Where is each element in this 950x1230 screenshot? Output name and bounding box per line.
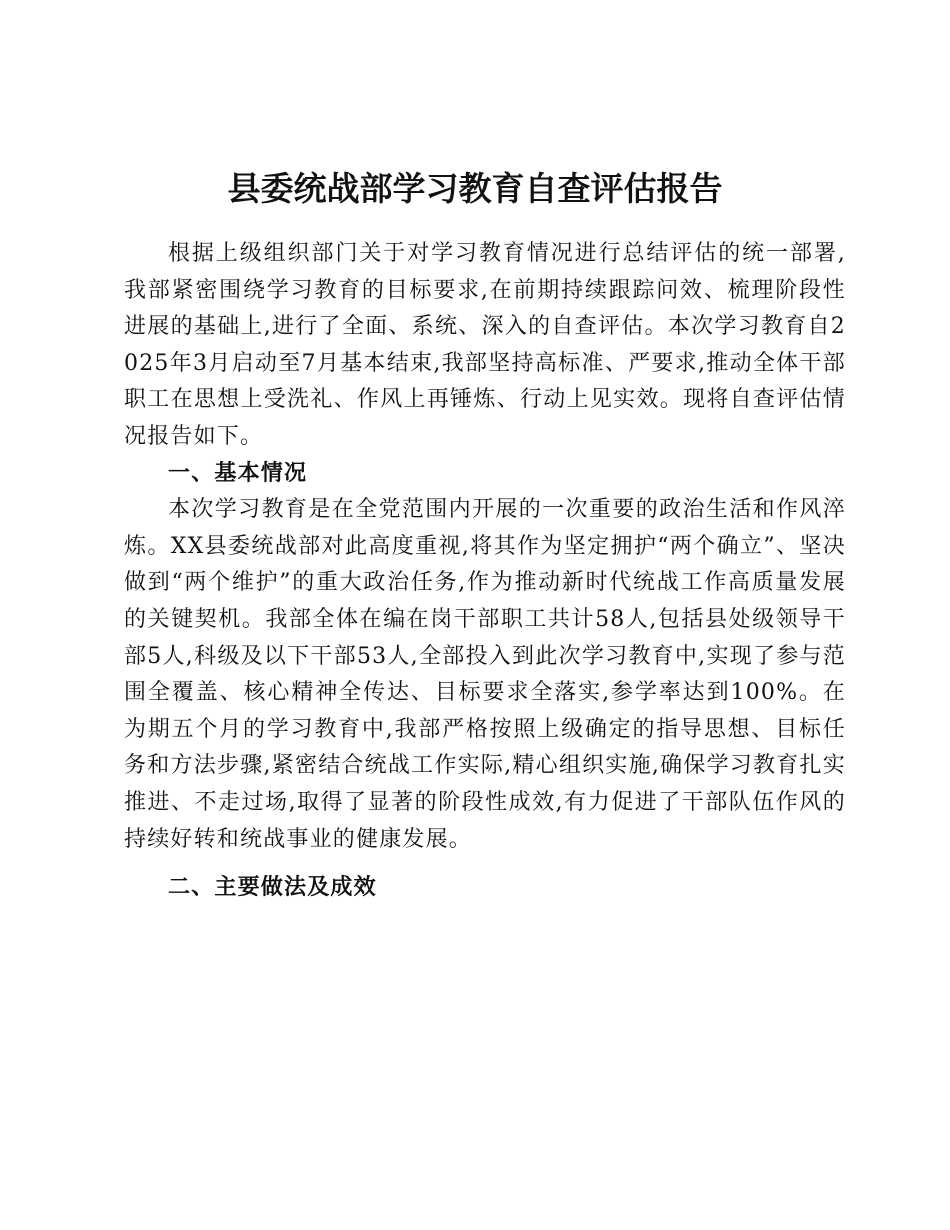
document-title: 县委统战部学习教育自查评估报告 [227,169,723,208]
section-heading-basic-situation: 一、基本情况 [168,460,308,486]
section-heading-main-practices: 二、主要做法及成效 [168,875,377,901]
document-body [124,236,846,907]
basic-situation-paragraph: 本次学习教育是在全党范围内开展的一次重要的政治生活和作风淬炼。XX县委统战部对此高度重视,将其作为坚定拥护“两个确立”、坚决做到“两个维护”的重大政治任务,作为推动新时代统战工作高质量发展的关键契机。我部全体在编在岗干部职工共计58人,包括县处级领导干部5人,科级及以下干部53人,全部投入到此次学习教育中,实现了参与范围全覆盖、核心精神全传达、目标要求全落实,参学率达到100%。在为期五个月的学习教育中,我部严格按照上级确定的指导思想、目标任务和方法步骤,紧密结合统战工作实际,精心组织实施,确保学习教育扎实推进、不走过场,取得了显著的阶段性成效,有力促进了干部队伍作风的持续好转和统战事业的健康发展。 [124,497,846,852]
intro-paragraph: 根据上级组织部门关于对学习教育情况进行总结评估的统一部署,我部紧密围绕学习教育的目标要求,在前期持续跟踪问效、梳理阶段性进展的基础上,进行了全面、系统、深入的自查评估。本次学习教育自2025年3月启动至7月基本结束,我部坚持高标准、严要求,推动全体干部职工在思想上受洗礼、作风上再锤炼、行动上见实效。现将自查评估情况报告如下。 [124,241,846,449]
